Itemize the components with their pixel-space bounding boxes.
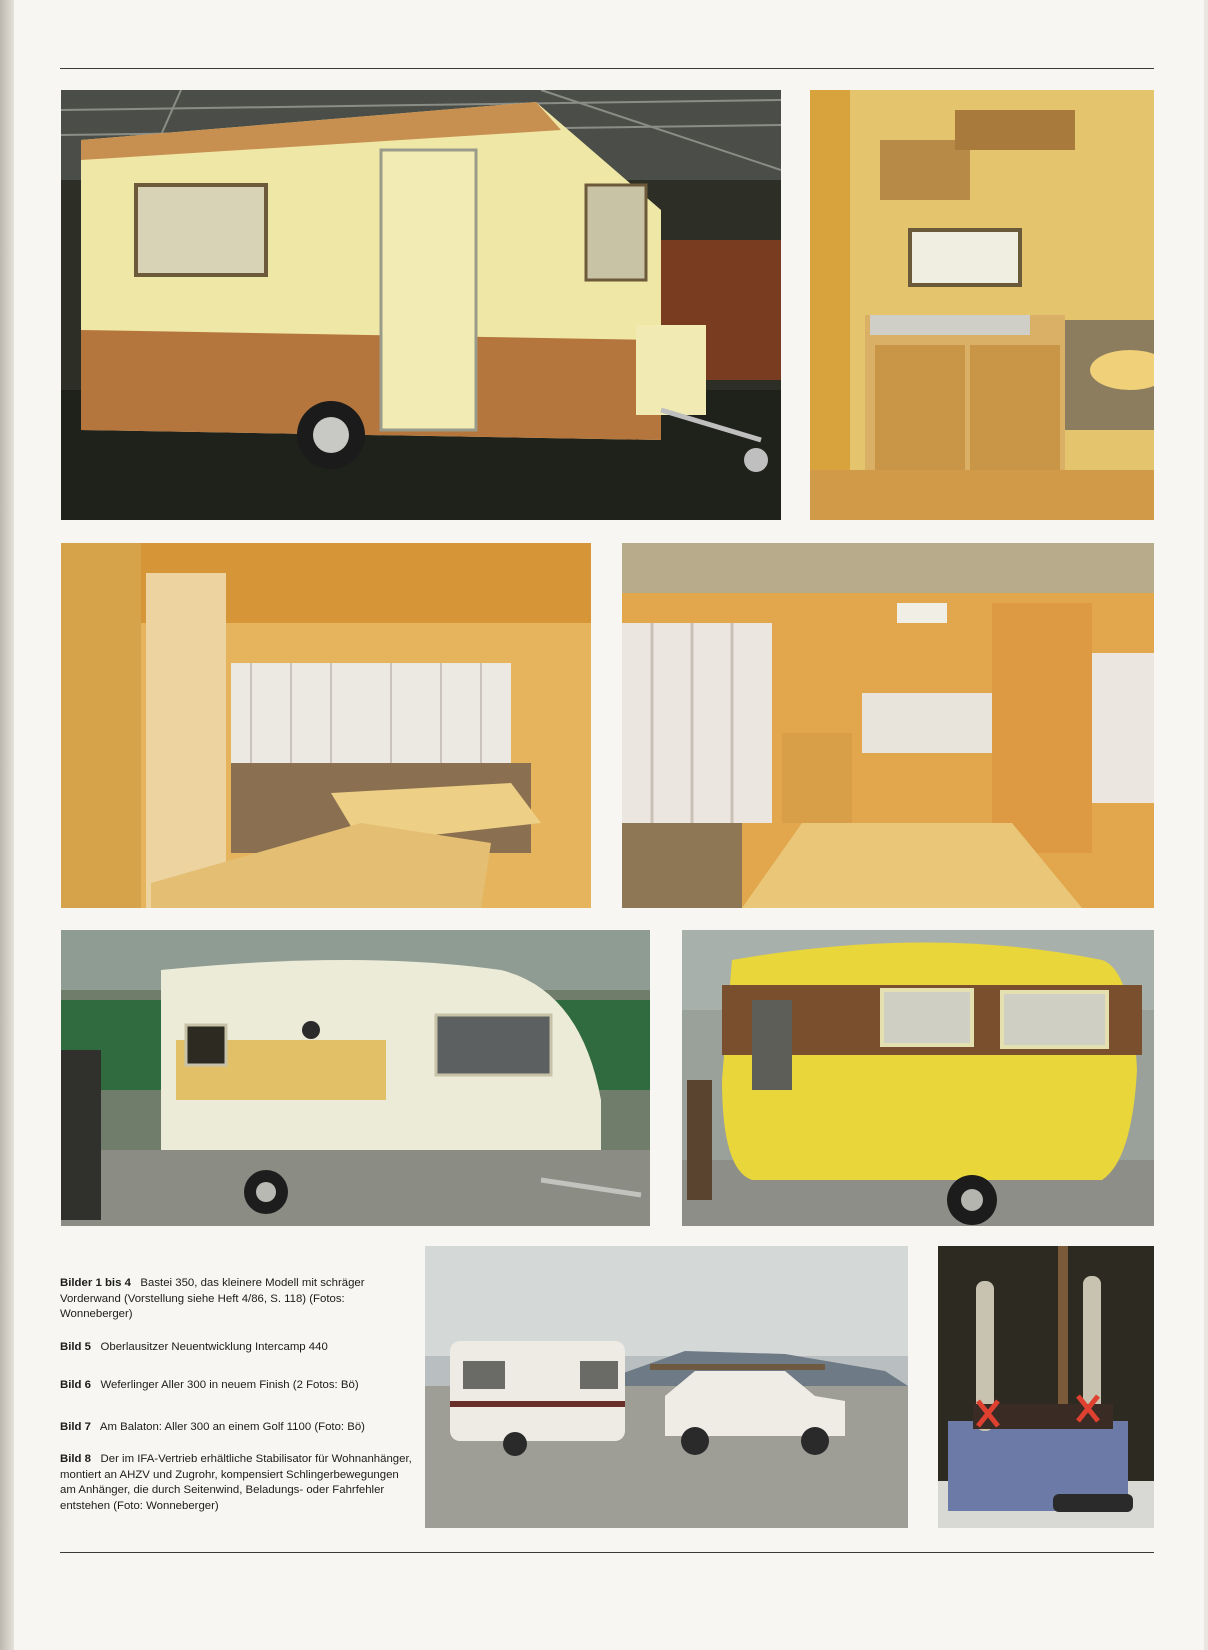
caption-bild-7	[60, 1420, 416, 1436]
caption-label: Bild 5	[60, 1341, 92, 1353]
caption-label: Bild 8	[60, 1453, 92, 1465]
caption-text: Bastei 350, das kleinere Modell mit schräger Vorderwand (Vorstellung siehe Heft 4/86, S. 118) (Fotos: Wonneberger)	[60, 1277, 365, 1321]
photo-6-aller-300-yellow	[682, 930, 1154, 1226]
photo-1-bastei-exterior	[61, 90, 781, 520]
caption-text: Weferlinger Aller 300 in neuem Finish (2 Fotos: Bö)	[100, 1379, 359, 1391]
caption-label: Bild 6	[60, 1379, 92, 1391]
caption-bild-5	[60, 1340, 416, 1356]
caption-text: Am Balaton: Aller 300 an einem Golf 1100 (Foto: Bö)	[99, 1421, 365, 1433]
caption-text: Der im IFA-Vertrieb erhältliche Stabilisator für Wohnanhänger, montiert an AHZV und Zugrohr, kompensiert Schlingerbewegungen am Anhänger, die durch Seitenwind, Beladungs- oder Fahrfehler entstehen (Foto: Wonneberger)	[60, 1453, 412, 1512]
caption-bild-6	[60, 1378, 416, 1394]
photo-2-kitchen-interior	[810, 90, 1154, 520]
caption-text: Oberlausitzer Neuentwicklung Intercamp 440	[100, 1341, 328, 1353]
page-spine-shadow	[0, 0, 14, 1650]
caption-bild-8	[60, 1452, 416, 1514]
photo-7-balaton-golf	[425, 1246, 908, 1528]
photo-5-intercamp-440	[61, 930, 650, 1226]
caption-label: Bild 7	[60, 1421, 92, 1433]
photo-8-stabilisator	[938, 1246, 1154, 1528]
top-rule	[60, 68, 1154, 69]
photo-3-seating-interior	[61, 543, 591, 908]
bottom-rule	[60, 1552, 1154, 1553]
caption-label: Bilder 1 bis 4	[60, 1277, 131, 1289]
photo-4-interior-corridor	[622, 543, 1154, 908]
caption-bilder-1-4	[60, 1276, 416, 1323]
